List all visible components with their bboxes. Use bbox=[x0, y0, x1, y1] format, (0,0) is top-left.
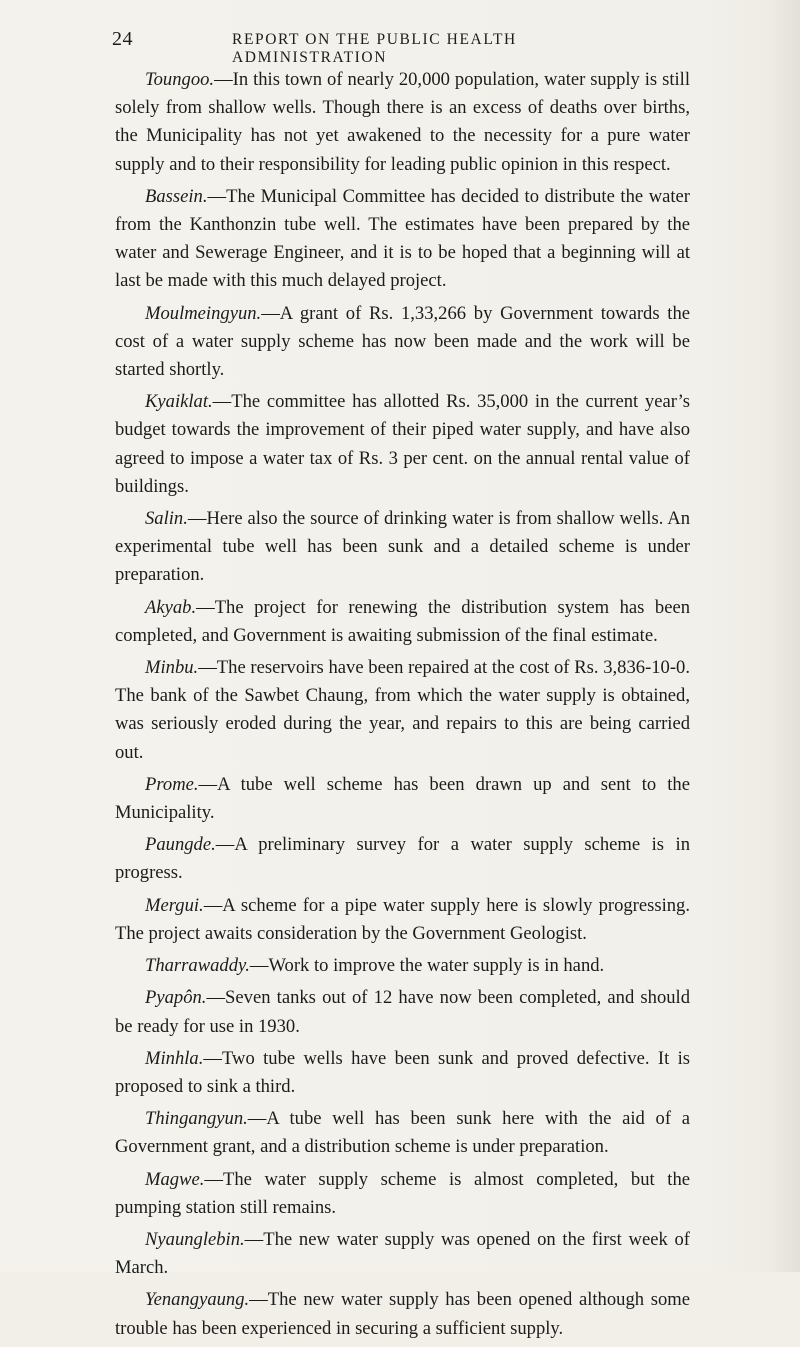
paragraph-bassein bbox=[115, 183, 690, 296]
page-header bbox=[112, 28, 672, 66]
place-name: Pyapôn. bbox=[145, 987, 207, 1009]
paragraph-minbu bbox=[115, 654, 690, 767]
place-name: Kyaiklat. bbox=[145, 391, 213, 413]
place-name: Minhla. bbox=[145, 1047, 204, 1069]
paragraph-text: —A tube well has been sunk here with the aid of a Government grant, and a distribution scheme is under preparation. bbox=[115, 1108, 690, 1158]
running-head: REPORT ON THE PUBLIC HEALTH ADMINISTRATION bbox=[232, 31, 517, 66]
paragraph-text: —In this town of nearly 20,000 population, water supply is still solely from shallow wells. Though there is an excess of deaths over births, the Municipality has not yet awakened to the necessity for a pure water supply and to their responsibility for leading public opinion in this respect. bbox=[115, 69, 690, 175]
place-name: Akyab. bbox=[145, 596, 197, 618]
paragraph-text: —A preliminary survey for a water supply scheme is in progress. bbox=[115, 834, 690, 884]
paragraph-mergui bbox=[115, 892, 690, 948]
paragraph-nyaunglebin bbox=[115, 1226, 690, 1282]
body-text bbox=[115, 66, 690, 1347]
place-name: Minbu. bbox=[145, 657, 199, 679]
place-name: Magwe. bbox=[145, 1168, 205, 1190]
place-name: Prome. bbox=[145, 773, 199, 795]
place-name: Mergui. bbox=[145, 894, 204, 916]
paragraph-text: —A grant of Rs. 1,33,266 by Government towards the cost of a water supply scheme has now been made and the work will be started shortly. bbox=[115, 302, 690, 381]
paragraph-tharrawaddy bbox=[115, 952, 690, 980]
paragraph-kyaiklat bbox=[115, 388, 690, 501]
place-name: Tharrawaddy. bbox=[145, 955, 250, 977]
paragraph-magwe bbox=[115, 1166, 690, 1222]
paragraph-text: —Here also the source of drinking water is from shallow wells. An experimental tube well has been sunk and a detailed scheme is under preparation. bbox=[115, 508, 690, 586]
paragraph-prome bbox=[115, 771, 690, 827]
place-name: Moulmeingyun. bbox=[145, 302, 262, 324]
paragraph-text: —The committee has allotted Rs. 35,000 in the current year’s budget towards the improvement of their piped water supply, and have also agreed to impose a water tax of Rs. 3 per cent. on the annual rental value of buildings. bbox=[115, 391, 690, 497]
place-name: Thingangyun. bbox=[145, 1108, 248, 1130]
paragraph-toungoo bbox=[115, 66, 690, 179]
paragraph-text: —The project for renewing the distribution system has been completed, and Government is awaiting submission of the final estimate. bbox=[115, 596, 690, 646]
paragraph-yenangyaung bbox=[115, 1286, 690, 1342]
paragraph-pyapon bbox=[115, 984, 690, 1040]
paragraph-thingangyun bbox=[115, 1105, 690, 1161]
paragraph-text: —The new water supply was opened on the first week of March. bbox=[115, 1228, 690, 1279]
paragraph-text: —Seven tanks out of 12 have now been completed, and should be ready for use in 1930. bbox=[115, 987, 690, 1037]
place-name: Paungde. bbox=[145, 834, 216, 856]
paragraph-moulmeingyun bbox=[115, 300, 690, 385]
place-name: Toungoo. bbox=[145, 69, 215, 90]
paragraph-text: —A tube well scheme has been drawn up and sent to the Municipality. bbox=[115, 773, 690, 824]
place-name: Salin. bbox=[145, 508, 188, 530]
paragraph-text: —The Municipal Committee has decided to distribute the water from the Kanthonzin tube well. The estimates have been prepared by the water and Sewerage Engineer, and it is to be hoped that a beginning will at last be made with this much delayed project. bbox=[115, 185, 690, 292]
paragraph-akyab bbox=[115, 594, 690, 650]
place-name: Bassein. bbox=[145, 185, 208, 207]
paragraph-paungde bbox=[115, 831, 690, 887]
paragraph-text: —A scheme for a pipe water supply here is slowly progressing. The project awaits consideration by the Government Geologist. bbox=[115, 894, 690, 944]
paragraph-text: —The water supply scheme is almost completed, but the pumping station still remains. bbox=[115, 1168, 690, 1218]
page-number: 24 bbox=[112, 28, 133, 50]
paragraph-minhla bbox=[115, 1045, 690, 1101]
paragraph-text: —The new water supply has been opened although some trouble has been experienced in securing a sufficient supply. bbox=[115, 1289, 690, 1339]
paragraph-text: —Work to improve the water supply is in hand. bbox=[249, 955, 605, 977]
place-name: Yenangyaung. bbox=[145, 1289, 250, 1311]
paragraph-salin bbox=[115, 505, 690, 590]
place-name: Nyaunglebin. bbox=[145, 1228, 245, 1250]
paragraph-text: —The reservoirs have been repaired at the cost of Rs. 3,836-10-0. The bank of the Sawbet Chaung, from which the water supply is obtained, was seriously eroded during the year, and repairs to this are being carried out. bbox=[115, 657, 690, 763]
paragraph-text: —Two tube wells have been sunk and proved defective. It is proposed to sink a third. bbox=[115, 1047, 690, 1097]
